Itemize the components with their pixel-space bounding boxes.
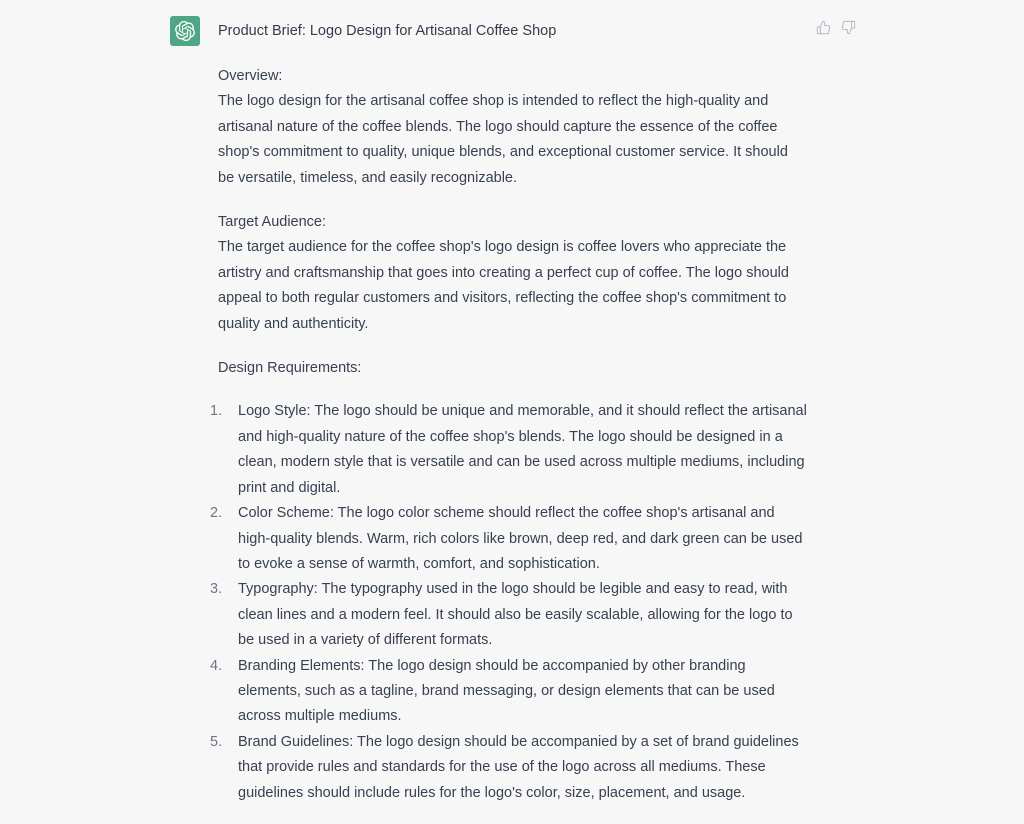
- section-heading: Target Audience:: [218, 214, 327, 231]
- thumbs-up-button[interactable]: [816, 20, 831, 35]
- message-actions: [816, 20, 856, 35]
- message-title: Product Brief: Logo Design for Artisanal Coffee Shop: [218, 23, 557, 39]
- thumbs-down-icon: [841, 23, 856, 38]
- openai-logo-icon: [175, 21, 195, 41]
- assistant-avatar: [170, 16, 200, 46]
- list-item-number: 5.: [210, 733, 223, 750]
- list-item: [210, 399, 808, 501]
- section-overview: [218, 64, 808, 191]
- list-item-number: 2.: [210, 505, 223, 522]
- list-item-number: 1.: [210, 403, 223, 420]
- section-heading: Overview:: [218, 68, 283, 84]
- section-body-text: The target audience for the coffee shop's logo design is coffee lovers who appreciate the artistry and craftsmanship that goes into creating a perfect cup of coffee. The logo should appeal to both regular customers and visitors, reflecting the coffee shop's commitment to quality and authenticity.: [218, 239, 789, 332]
- thumbs-up-icon: [816, 23, 831, 38]
- section-heading: Design Requirements:: [218, 360, 362, 377]
- thumbs-down-button[interactable]: [841, 20, 856, 35]
- list-item: [210, 654, 808, 730]
- section-target-audience: [218, 210, 808, 337]
- list-item: [210, 730, 808, 806]
- message-body: [210, 64, 808, 806]
- list-item-text: Color Scheme: The logo color scheme should reflect the coffee shop's artisanal and high-quality blends. Warm, rich colors like brown, deep red, and dark green can be used to evoke a sense of warmth, comfort, and sophistication.: [238, 505, 803, 572]
- list-item-text: Typography: The typography used in the logo should be legible and easy to read, with clean lines and a modern feel. It should also be easily scalable, allowing for the logo to be used in a variety of different formats.: [238, 581, 793, 649]
- list-item-text: Logo Style: The logo should be unique and memorable, and it should reflect the artisanal and high-quality nature of the coffee shop's blends. The logo should be designed in a clean, modern style that is versatile and can be used across multiple mediums, including print and digital.: [238, 403, 807, 496]
- list-item-number: 4.: [210, 657, 223, 674]
- requirements-list: [210, 399, 808, 806]
- list-item-text: Branding Elements: The logo design should be accompanied by other branding elements, such as a tagline, brand messaging, or design elements that can be used across multiple mediums.: [238, 657, 775, 725]
- list-item-number: 3.: [210, 581, 223, 598]
- list-item: [210, 501, 808, 577]
- section-body-text: The logo design for the artisanal coffee shop is intended to reflect the high-quality and artisanal nature of the coffee blends. The logo should capture the essence of the coffee shop's commitment to quality, unique blends, and exceptional customer service. It should be versatile, timeless, and easily recognizable.: [218, 93, 788, 186]
- list-item-text: Brand Guidelines: The logo design should be accompanied by a set of brand guidelines that provide rules and standards for the use of the logo across all mediums. These guidelines should include rules for the logo's color, size, placement, and usage.: [238, 733, 799, 801]
- section-design-requirements: [218, 356, 808, 381]
- list-item: [210, 577, 808, 653]
